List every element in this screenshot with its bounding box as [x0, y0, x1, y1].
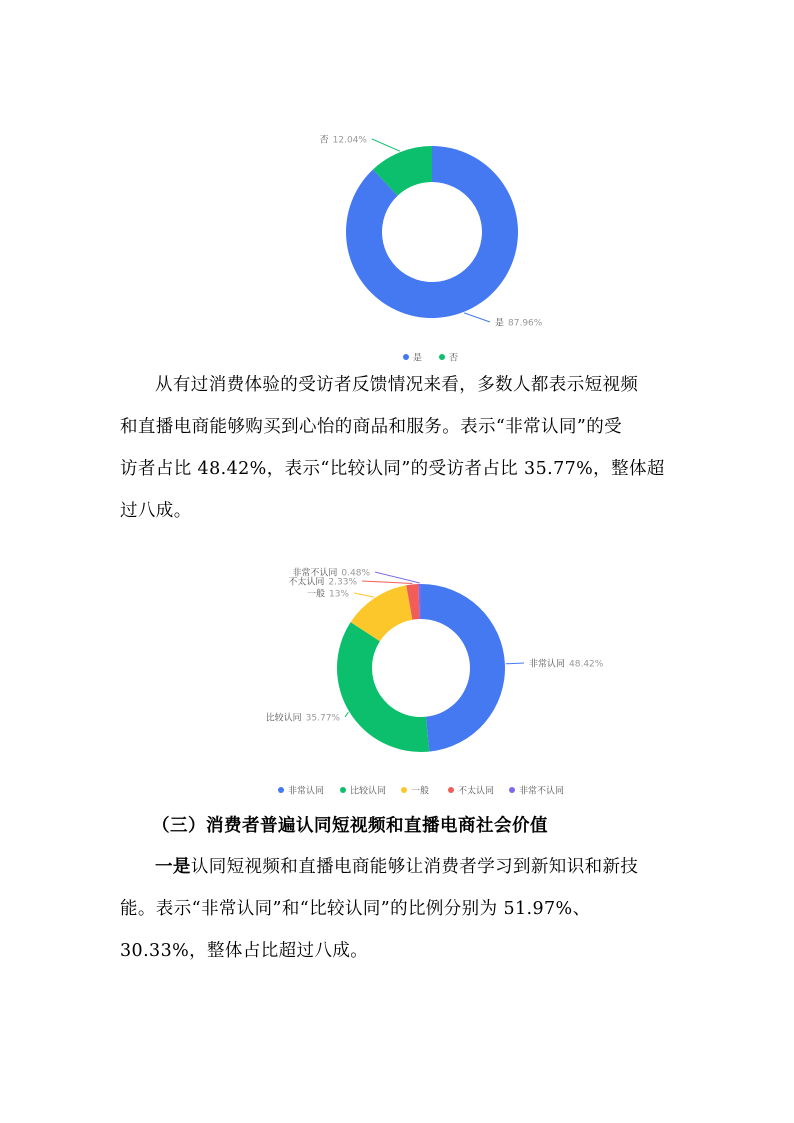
label-leader-line-2 [345, 712, 348, 717]
paragraph-1-line: 从有过消费体验的受访者反馈情况来看，多数人都表示短视频 [155, 375, 639, 395]
label-leader-line-5 [375, 572, 420, 583]
slice-label-1: 非常认同 48.42% [529, 659, 604, 670]
paragraph-1-line: 和直播电商能够购买到心怡的商品和服务。表示“非常认同”的受 [120, 417, 622, 437]
paragraph-2 [120, 846, 680, 972]
slice-label-2: 比较认同 35.77% [265, 713, 340, 724]
legend-label-1: 是 [413, 353, 423, 364]
donut-slice-1 [421, 584, 505, 752]
legend-label-5: 非常不认同 [519, 786, 565, 797]
legend-marker-3 [401, 787, 407, 793]
paragraph-2-line: 30.33%，整体占比超过八成。 [120, 941, 369, 961]
donut-slice-2 [337, 622, 429, 752]
label-leader-line-3 [354, 593, 374, 597]
paragraph-1 [120, 364, 680, 532]
legend-marker-4 [448, 787, 454, 793]
slice-label-4: 不太认同 2.33% [288, 577, 357, 588]
section-heading: （三）消费者普遍认同短视频和直播电商社会价值 [152, 816, 548, 836]
paragraph-1-line: 访者占比 48.42%，表示“比较认同”的受访者占比 35.77%，整体超 [120, 459, 665, 479]
paragraph-2-line [120, 846, 680, 888]
slice-label-5: 非常不认同 0.48% [292, 568, 370, 579]
label-leader-line-1 [506, 663, 524, 664]
paragraph-2-line-text: 认同短视频和直播电商能够让消费者学习到新知识和新技 [190, 857, 639, 877]
label-leader-line-4 [362, 581, 412, 583]
slice-label-3: 一般 13% [306, 589, 349, 600]
legend-label-2: 比较认同 [350, 786, 387, 797]
paragraph-2-lead: 一是 [155, 857, 191, 877]
paragraph-2-line: 能。表示“非常认同”和“比较认同”的比例分别为 51.97%、 [120, 899, 591, 919]
legend-label-1: 非常认同 [288, 786, 325, 797]
legend-marker-1 [278, 787, 284, 793]
legend-marker-2 [340, 787, 346, 793]
legend-label-4: 不太认同 [458, 786, 495, 797]
slice-label-2: 否 12.04% [319, 135, 367, 146]
paragraph-1-line: 过八成。 [120, 501, 192, 521]
legend-marker-5 [509, 787, 515, 793]
legend-label-2: 否 [449, 353, 459, 364]
slice-label-1: 是 87.96% [495, 318, 543, 329]
legend-label-3: 一般 [411, 786, 430, 797]
